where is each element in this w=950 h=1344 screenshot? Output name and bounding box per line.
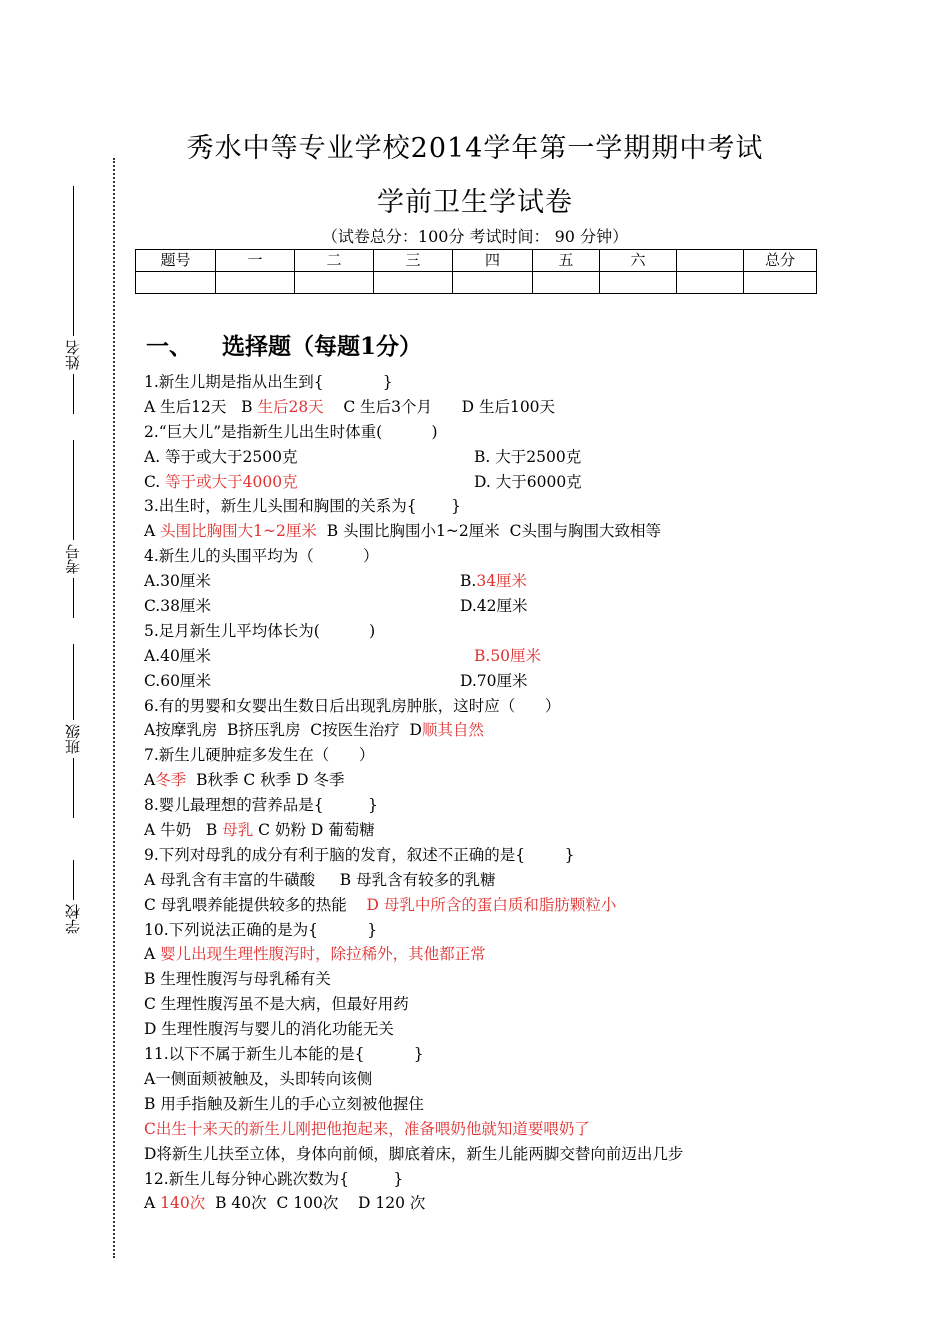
- correct-answer: D 母乳中所含的蛋白质和脂肪颗粒小: [366, 895, 617, 914]
- binding-name-field: [58, 186, 88, 414]
- score-cell[interactable]: [216, 272, 295, 294]
- question-options: [144, 569, 864, 594]
- section-heading: [146, 328, 422, 361]
- class-label: 班级: [63, 724, 82, 754]
- number-label: 考号: [63, 544, 82, 574]
- score-cell[interactable]: [600, 272, 677, 294]
- question-stem: 4.新生儿的头围平均为（ ）: [144, 547, 379, 566]
- correct-answer: 冬季: [155, 771, 187, 790]
- question-stem: 9.下列对母乳的成分有利于脑的发育，叙述不正确的是{ }: [144, 845, 575, 864]
- question-options: B 生理性腹泻与母乳稀有关: [144, 970, 331, 989]
- option-text: A: [144, 771, 156, 790]
- score-cell[interactable]: [374, 272, 453, 294]
- score-header-cell: 五: [533, 250, 600, 272]
- option-text: B秋季 C 秋季 D 冬季: [186, 771, 345, 790]
- school-underline: [73, 860, 74, 900]
- question-options: [144, 768, 864, 793]
- question-stem: 6.有的男婴和女婴出生数日后出现乳房肿胀，这时应（ ）: [144, 696, 561, 715]
- score-header-cell: 一: [216, 250, 295, 272]
- question-options: D 生理性腹泻与婴儿的消化功能无关: [144, 1020, 394, 1039]
- option-text: C.60厘米: [144, 671, 211, 690]
- score-header-cell: 三: [374, 250, 453, 272]
- school-label: 学校: [63, 904, 82, 934]
- number-underline: [73, 440, 74, 540]
- score-header-cell: 六: [600, 250, 677, 272]
- name-underline-end: [73, 374, 74, 414]
- option-text: B.: [460, 572, 477, 591]
- correct-answer: 等于或大于4000克: [165, 472, 298, 491]
- question-stem: 7.新生儿硬肿症多发生在（ ）: [144, 746, 375, 765]
- score-header-cell: 题号: [136, 250, 216, 272]
- exam-meta: （试卷总分：100分 考试时间： 90 分钟）: [321, 227, 629, 246]
- option-text: A 生后12天 B: [144, 397, 258, 416]
- question-options: [144, 669, 864, 694]
- option-text: A: [144, 945, 161, 964]
- question-options: [144, 718, 864, 743]
- score-header-cell: 总分: [744, 250, 817, 272]
- score-cell[interactable]: [533, 272, 600, 294]
- option-text: A. 等于或大于2500克: [144, 447, 298, 466]
- section-number: 一、: [146, 333, 192, 360]
- option-text: A按摩乳房 B挤压乳房 C按医生治疗 D: [144, 721, 422, 740]
- score-cell[interactable]: [453, 272, 533, 294]
- binding-number-field: [58, 440, 88, 618]
- question-options: C 生理性腹泻虽不是大病，但最好用药: [144, 995, 409, 1014]
- question-options: [144, 1191, 864, 1216]
- question-options: [144, 818, 864, 843]
- option-text: C 生后3个月 D 生后100天: [323, 397, 556, 416]
- option-text: A.40厘米: [144, 646, 211, 665]
- option-text: C.38厘米: [144, 597, 211, 616]
- number-underline-end: [73, 578, 74, 618]
- question-options: B 用手指触及新生儿的手心立刻被他握住: [144, 1094, 424, 1113]
- correct-answer: 头围比胸围大1~2厘米: [160, 522, 317, 541]
- option-text: D. 大于6000克: [474, 472, 582, 491]
- question-options: [144, 644, 864, 669]
- correct-answer: 顺其自然: [421, 721, 484, 740]
- option-text: C.: [144, 472, 166, 491]
- option-text: C 奶粉 D 葡萄糖: [253, 821, 375, 840]
- option-text: B 40次 C 100次 D 120 次: [205, 1194, 426, 1213]
- question-stem: 3.出生时，新生儿头围和胸围的关系为{ }: [144, 497, 462, 516]
- question-stem: 12.新生儿每分钟心跳次数为{ }: [144, 1169, 404, 1188]
- option-text: B 头围比胸围小1~2厘米 C头围与胸围大致相等: [316, 522, 661, 541]
- correct-answer: 140次: [160, 1194, 206, 1213]
- option-text: A: [144, 1194, 161, 1213]
- score-table-header-row: [136, 250, 817, 272]
- question-stem: 8.婴儿最理想的营养品是{ }: [144, 796, 378, 815]
- correct-answer: B.50厘米: [474, 646, 542, 665]
- binding-class-field: [58, 644, 88, 818]
- binding-dotted-line: [113, 158, 115, 1258]
- option-text: C 母乳喂养能提供较多的热能: [144, 895, 367, 914]
- class-underline: [73, 644, 74, 720]
- correct-answer: 生后28天: [257, 397, 324, 416]
- option-text: D.70厘米: [460, 671, 528, 690]
- score-cell[interactable]: [295, 272, 374, 294]
- question-options: A 母乳含有丰富的牛磺酸 B 母乳含有较多的乳糖: [144, 870, 496, 889]
- correct-answer: C出生十来天的新生儿刚把他抱起来，准备喂奶他就知道要喂奶了: [144, 1119, 590, 1138]
- correct-answer: 母乳: [222, 821, 254, 840]
- option-text: A.30厘米: [144, 572, 211, 591]
- question-options: [144, 395, 864, 420]
- score-table-score-row: [136, 272, 817, 294]
- exam-subtitle: 学前卫生学试卷: [377, 187, 573, 218]
- question-stem: 1.新生儿期是指从出生到{ }: [144, 373, 393, 391]
- option-text: B. 大于2500克: [474, 447, 582, 466]
- score-cell[interactable]: [744, 272, 817, 294]
- score-header-cell: 四: [453, 250, 533, 272]
- question-stem: 2.“巨大儿”是指新生儿出生时体重( ): [144, 422, 438, 441]
- correct-answer: 婴儿出现生理性腹泻时，除拉稀外，其他都正常: [160, 945, 486, 964]
- score-header-cell: [677, 250, 744, 272]
- question-stem: 11.以下不属于新生儿本能的是{ }: [144, 1045, 424, 1064]
- exam-title: 秀水中等专业学校2014学年第一学期期中考试: [186, 133, 764, 164]
- name-label: 姓名: [63, 340, 82, 370]
- score-header-cell: 二: [295, 250, 374, 272]
- question-options: [144, 445, 864, 470]
- question-options: [144, 942, 864, 967]
- question-options: [144, 594, 864, 619]
- question-options: D将新生儿扶至立体，身体向前倾，脚底着床，新生儿能两脚交替向前迈出几步: [144, 1144, 684, 1163]
- binding-school-field: [58, 860, 88, 938]
- question-list: [144, 370, 864, 1216]
- question-options: A一侧面颊被触及，头即转向该侧: [144, 1069, 373, 1088]
- section-title: 选择题（每题1分）: [222, 333, 423, 360]
- score-cell[interactable]: [136, 272, 216, 294]
- correct-answer: 34厘米: [476, 572, 528, 591]
- question-stem: 10.下列说法正确的是为{ }: [144, 920, 378, 939]
- question-options: [144, 470, 864, 495]
- option-text: A 牛奶 B: [144, 821, 223, 840]
- question-stem: 5.足月新生儿平均体长为( ): [144, 621, 376, 640]
- score-cell[interactable]: [677, 272, 744, 294]
- question-options: [144, 893, 864, 918]
- question-options: [144, 519, 864, 544]
- option-text: A: [144, 522, 161, 541]
- option-text: D.42厘米: [460, 597, 528, 616]
- class-underline-end: [73, 758, 74, 818]
- score-table: [135, 249, 817, 294]
